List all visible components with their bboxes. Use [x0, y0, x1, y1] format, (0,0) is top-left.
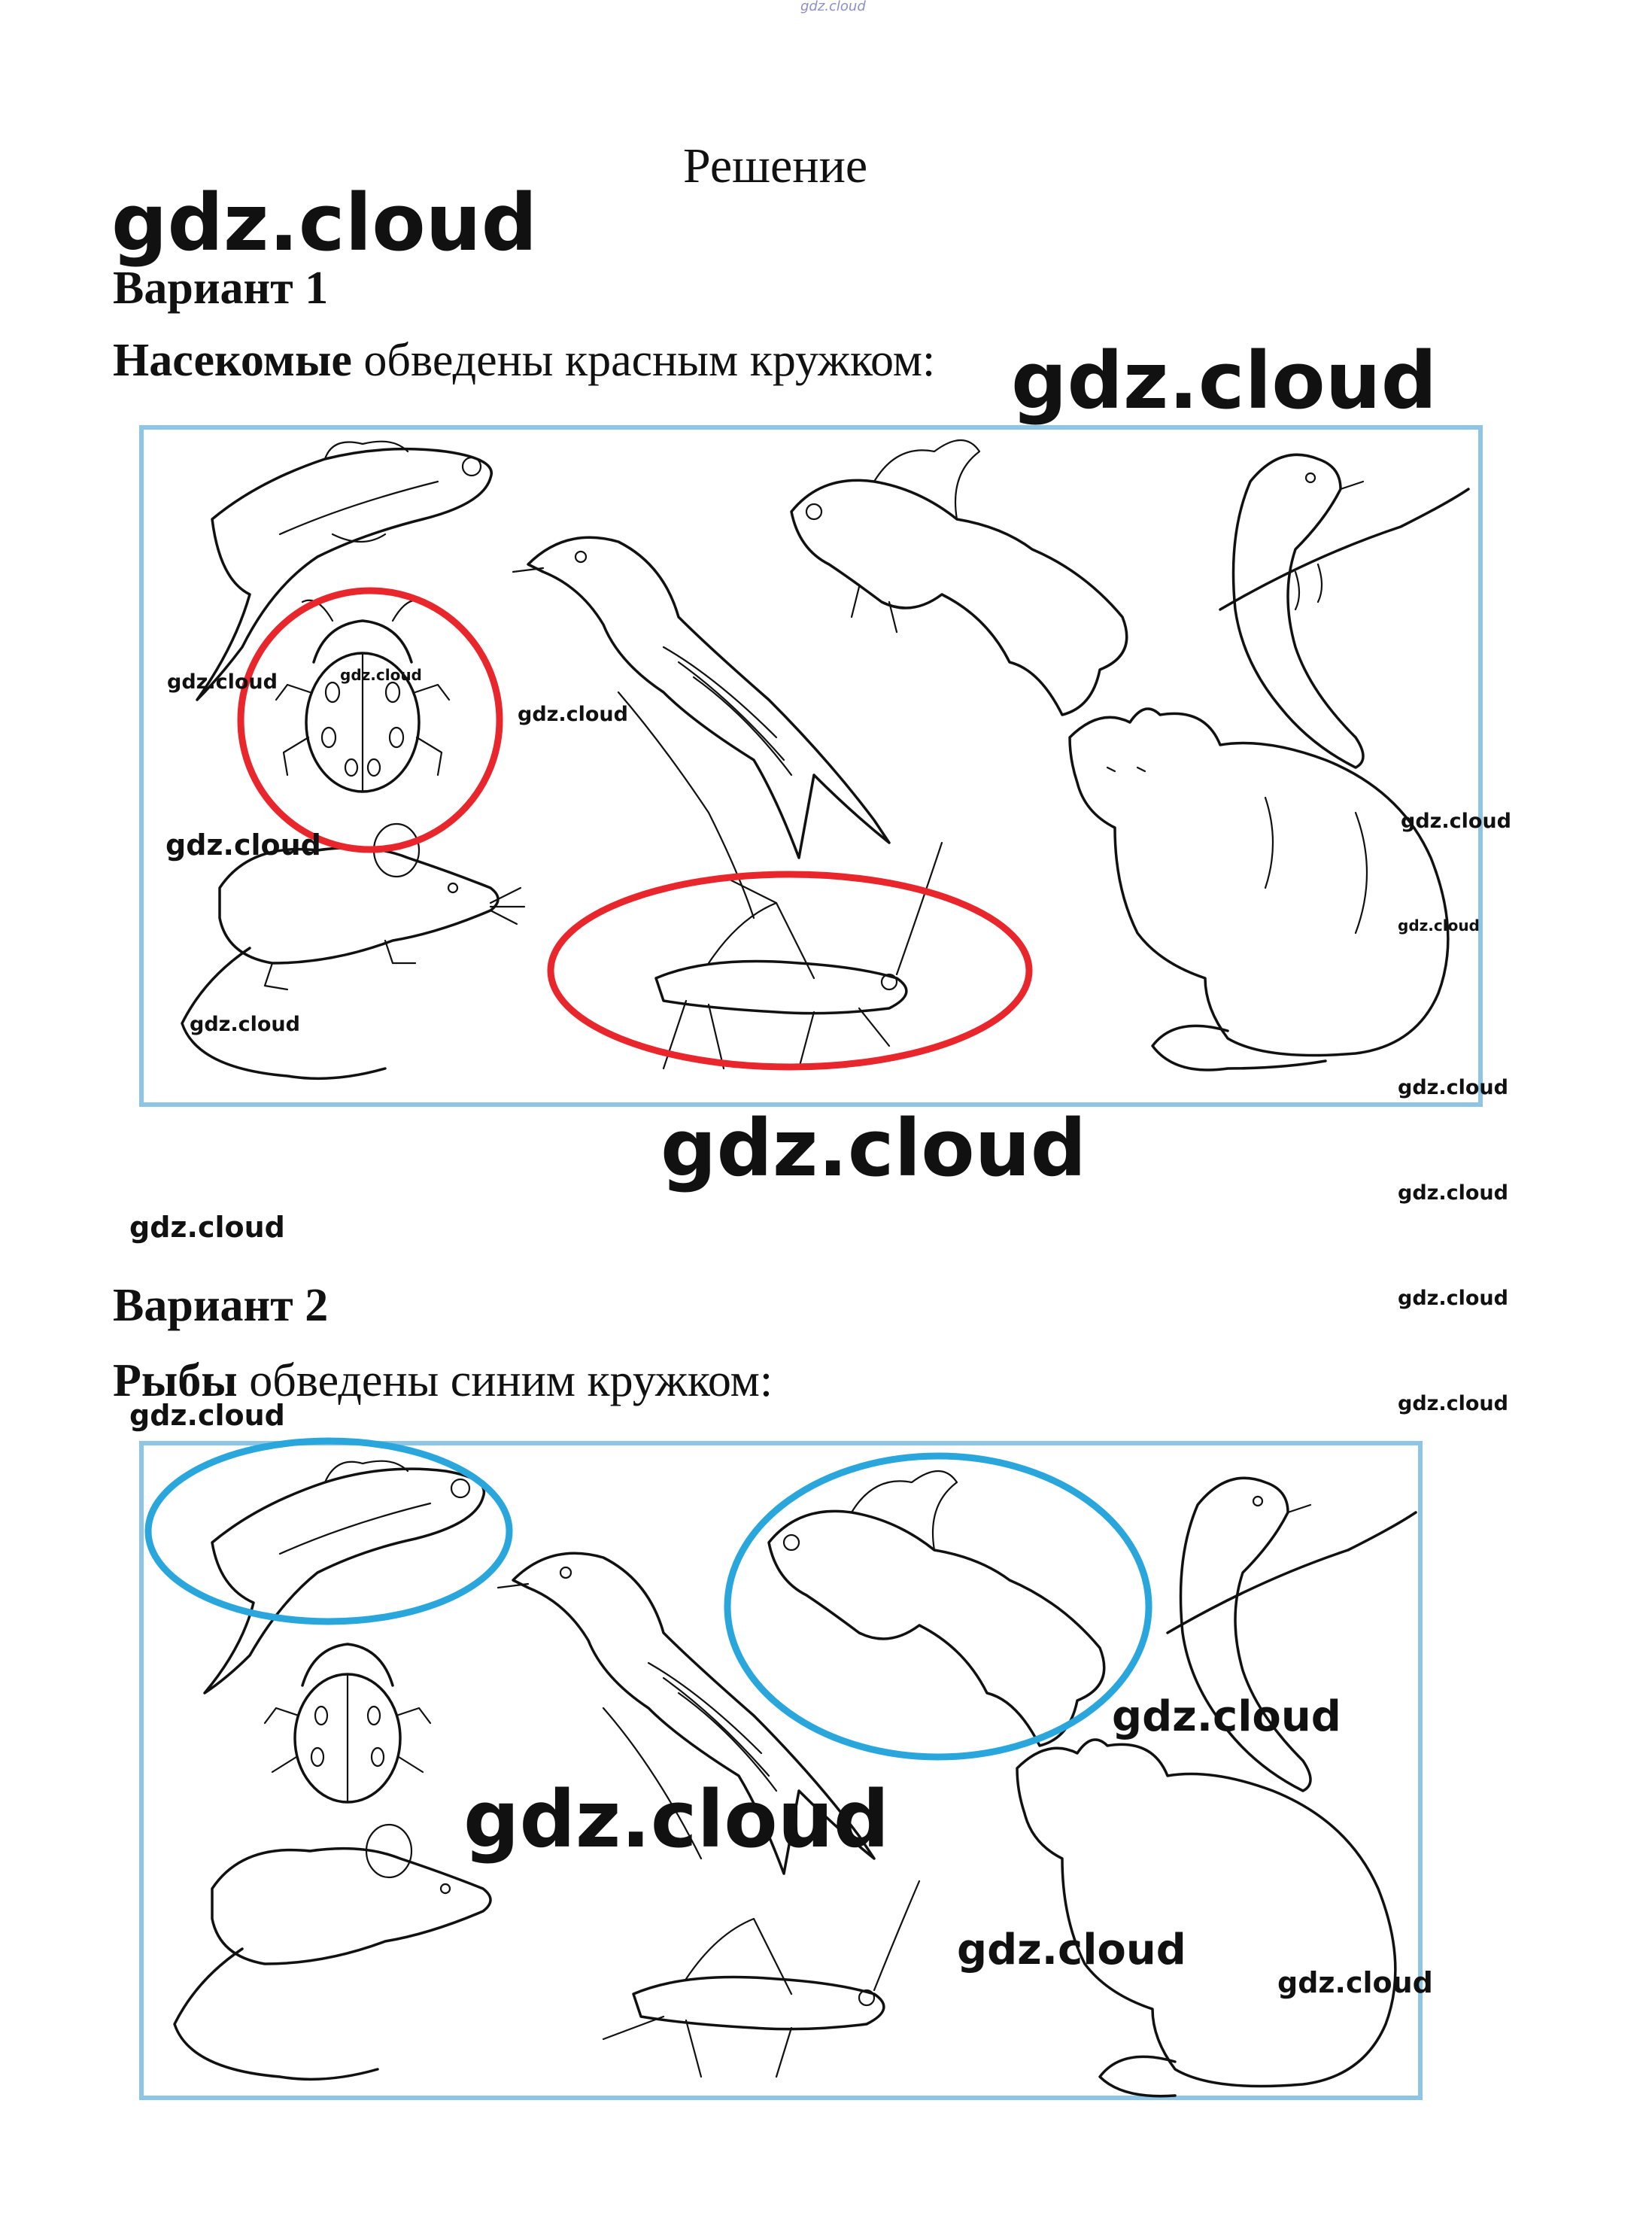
swordtail-fish — [205, 1461, 484, 1693]
tit-bird — [1220, 454, 1468, 767]
watermark: gdz.cloud — [129, 1399, 285, 1432]
page-title: Решение — [683, 138, 868, 193]
insect-circle-ladybug — [241, 591, 500, 850]
watermark: gdz.cloud — [1401, 810, 1511, 833]
watermark: gdz.cloud — [190, 1013, 300, 1036]
variant1-statement-bold: Насекомые — [113, 335, 352, 386]
variant2-statement-rest: обведены синим кружком: — [237, 1355, 773, 1406]
watermark: gdz.cloud — [167, 670, 278, 694]
goldfish — [769, 1471, 1104, 1746]
picture-frame — [141, 1443, 1420, 2098]
watermark: gdz.cloud — [1398, 1392, 1508, 1415]
watermark: gdz.cloud — [166, 828, 321, 862]
ladybug — [265, 1644, 430, 1802]
watermark: gdz.cloud — [463, 1774, 890, 1865]
watermark: gdz.cloud — [340, 666, 422, 684]
variant1-statement-rest: обведены красным кружком: — [351, 335, 936, 386]
animals-picture-variant2 — [137, 1437, 1431, 2107]
mouse — [182, 824, 524, 1078]
animals-picture-variant1 — [137, 421, 1491, 1114]
watermark: gdz.cloud — [1398, 1287, 1508, 1310]
watermark: gdz.cloud — [111, 177, 538, 269]
insect-circle-grasshopper — [551, 874, 1029, 1067]
watermark: gdz.cloud — [1112, 1692, 1341, 1741]
tit-bird — [1168, 1478, 1416, 1791]
picture-frame — [141, 427, 1480, 1105]
watermark: gdz.cloud — [1398, 916, 1480, 935]
watermark: gdz.cloud — [1398, 1181, 1508, 1205]
ladybug — [276, 600, 449, 792]
mouse — [175, 1825, 490, 2079]
fish-circle-goldfish — [727, 1456, 1149, 1757]
variant2-statement — [113, 1357, 773, 1404]
cat — [1017, 1740, 1395, 2096]
watermark: gdz.cloud — [1011, 335, 1438, 427]
watermark: gdz.cloud — [957, 1926, 1186, 1974]
watermark: gdz.cloud — [1277, 1966, 1433, 1999]
variant1-statement — [113, 337, 935, 384]
swallow — [513, 537, 889, 918]
watermark: gdz.cloud — [518, 703, 628, 726]
swordtail-fish — [197, 442, 491, 700]
watermark: gdz.cloud — [1398, 1076, 1508, 1099]
variant2-statement-bold: Рыбы — [113, 1355, 238, 1406]
variant1-heading: Вариант 1 — [113, 263, 329, 314]
watermark: gdz.cloud — [129, 1211, 285, 1244]
top-watermark: gdz.cloud — [800, 0, 866, 14]
grasshopper — [603, 1881, 919, 2077]
cat — [1070, 709, 1448, 1070]
watermark: gdz.cloud — [660, 1102, 1087, 1194]
fish-circle-swordtail — [148, 1441, 509, 1622]
goldfish — [791, 440, 1127, 715]
variant2-heading: Вариант 2 — [113, 1280, 329, 1331]
